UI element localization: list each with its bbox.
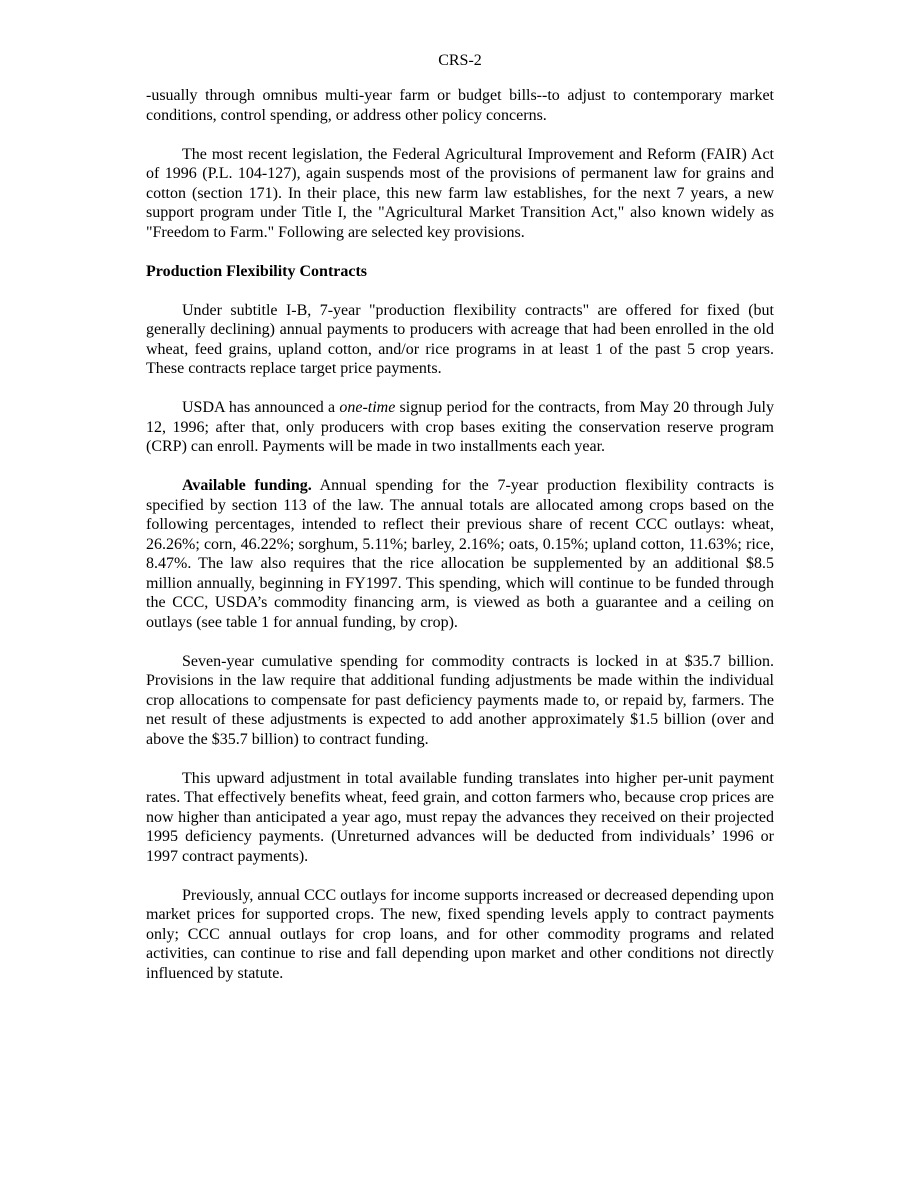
paragraph-fair-act: The most recent legislation, the Federal Agricultural Improvement and Reform (FAIR) Act of 1996 (P.L. 104-127), again suspends most of the provisions of permanent law for grains and cotton (section 171). In their place, this new farm law establishes, for the next 7 years, a new support program under Title I, the "Agricultural Market Transition Act," also known widely as "Freedom to Farm." Following are selected key provisions. bbox=[146, 145, 774, 241]
page-number: CRS-2 bbox=[438, 52, 482, 69]
paragraph-available-funding bbox=[146, 476, 774, 632]
paragraph-previous-outlays: Previously, annual CCC outlays for income supports increased or decreased depending upon market prices for supported crops. The new, fixed spending levels apply to contract payments only; CCC annual outlays for crop loans, and for other commodity programs and related activities, can continue to rise and fall depending upon market and other conditions not directly influenced by statute. bbox=[146, 886, 774, 982]
paragraph-cumulative-spending: Seven-year cumulative spending for commodity contracts is locked in at $35.7 billion. Provisions in the law require that additional funding adjustments be made within the individual crop allocations to compensate for past deficiency payments made to, or repaid by, farmers. The net result of these adjustments is expected to add another approximately $1.5 billion (over and above the $35.7 billion) to contract funding. bbox=[146, 652, 774, 748]
paragraph-upward-adjustment: This upward adjustment in total available funding translates into higher per-unit payment rates. That effectively benefits wheat, feed grain, and cotton farmers who, because crop prices are now higher than anticipated a year ago, must repay the advances they received on their projected 1995 deficiency payments. (Unreturned advances will be deducted from individuals’ 1996 or 1997 contract payments). bbox=[146, 769, 774, 865]
signup-text-before: USDA has announced a bbox=[182, 399, 340, 416]
run-in-heading: Available funding. bbox=[182, 477, 312, 494]
paragraph-signup-period bbox=[146, 398, 774, 457]
funding-text: Annual spending for the 7-year production flexibility contracts is specified by section 113 of the law. The annual totals are allocated among crops based on the following percentages, intended to reflect their previous share of recent CCC outlays: wheat, 26.26%; corn, 46.22%; sorghum, 5.11%; barley, 2.16%; oats, 0.15%; upland cotton, 11.63%; rice, 8.47%. The law also requires that the rice allocation be supplemented by an additional $8.5 million annually, beginning in FY1997. This spending, which will continue to be funded through the CCC, USDA’s commodity financing arm, is viewed as both a guarantee and a ceiling on outlays (see table 1 for annual funding, by crop). bbox=[146, 477, 774, 631]
signup-text-after: signup period for the contracts, from May 20 through July 12, 1996; after that, only producers with crop bases exiting the conservation reserve program (CRP) can enroll. Payments will be made in two installments each year. bbox=[146, 399, 775, 455]
signup-emphasis: one-time bbox=[339, 399, 396, 416]
document-body bbox=[146, 86, 774, 1003]
section-heading: Production Flexibility Contracts bbox=[146, 262, 368, 280]
continued-paragraph: -usually through omnibus multi-year farm or budget bills--to adjust to contemporary market conditions, control spending, or address other policy concerns. bbox=[146, 87, 774, 124]
paragraph-subtitle-ib: Under subtitle I-B, 7-year "production flexibility contracts" are offered for fixed (but generally declining) annual payments to producers with acreage that had been enrolled in the old wheat, feed grains, upland cotton, and/or rice programs in at least 1 of the past 5 crop years. These contracts replace target price payments. bbox=[146, 301, 774, 377]
